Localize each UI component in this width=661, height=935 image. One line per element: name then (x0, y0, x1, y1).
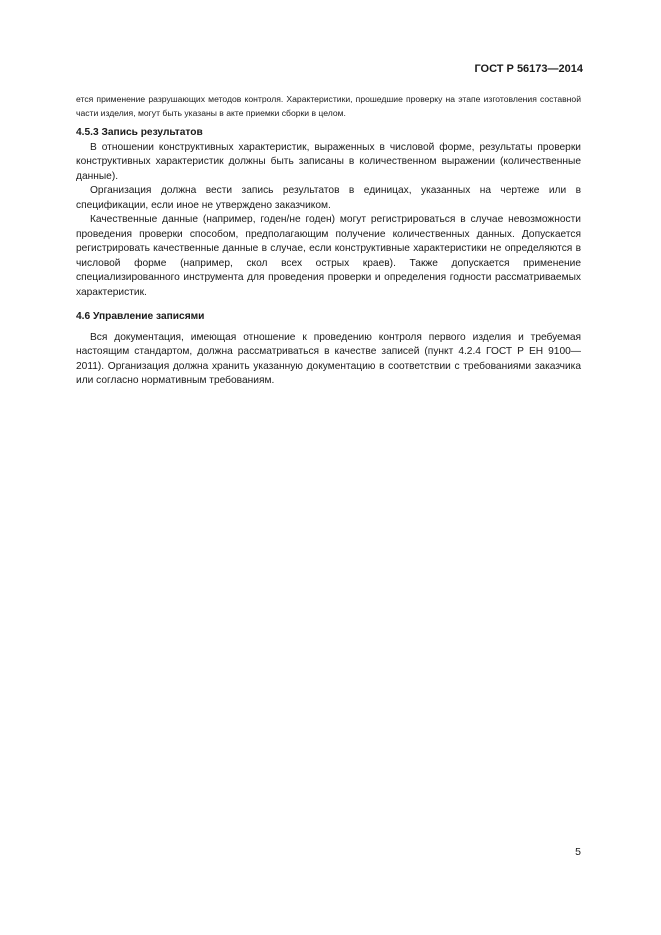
paragraph: В отношении конструктивных характеристик, выраженных в числовой форме, результаты проверки конструктивных характеристик должны быть записаны в количественном выражении (количественные данные). (76, 141, 581, 182)
continuation-paragraph: ется применение разрушающих методов контроля. Характеристики, прошедшие проверку на этапе изготовления составной части изделия, могут быть указаны в акте приемки сборки в целом. (76, 94, 581, 118)
paragraph: Организация должна вести запись результатов в единицах, указанных на чертеже или в спецификации, если иное не утверждено заказчиком. (76, 185, 581, 211)
paragraph: Вся документация, имеющая отношение к проведению контроля первого изделия и требуемая настоящим стандартом, должна рассматриваться в качестве записей (пункт 4.2.4 ГОСТ Р ЕН 9100—2011). Организация должна хранить указанную документацию в соответствии с требованиями заказчика или согласно нормативным требованиям. (76, 331, 581, 386)
section-heading-4-6: 4.6 Управление записями (76, 311, 205, 322)
paragraph: Качественные данные (например, годен/не годен) могут регистрироваться в случае невозможности проведения проверки способом, предполагающим получение количественных данных. Допускается регистрировать качественные данные в случае, если конструктивные характеристики не определяются в числовой форме (например, скол всех острых краев). Также допускается применение специализированного инструмента для проведения проверки и определения годности рассматриваемых характеристик. (76, 214, 581, 298)
standard-code-header: ГОСТ Р 56173—2014 (474, 63, 583, 75)
page-number: 5 (575, 846, 581, 858)
section-heading-4-5-3: 4.5.3 Запись результатов (76, 127, 203, 138)
document-body (76, 92, 581, 389)
